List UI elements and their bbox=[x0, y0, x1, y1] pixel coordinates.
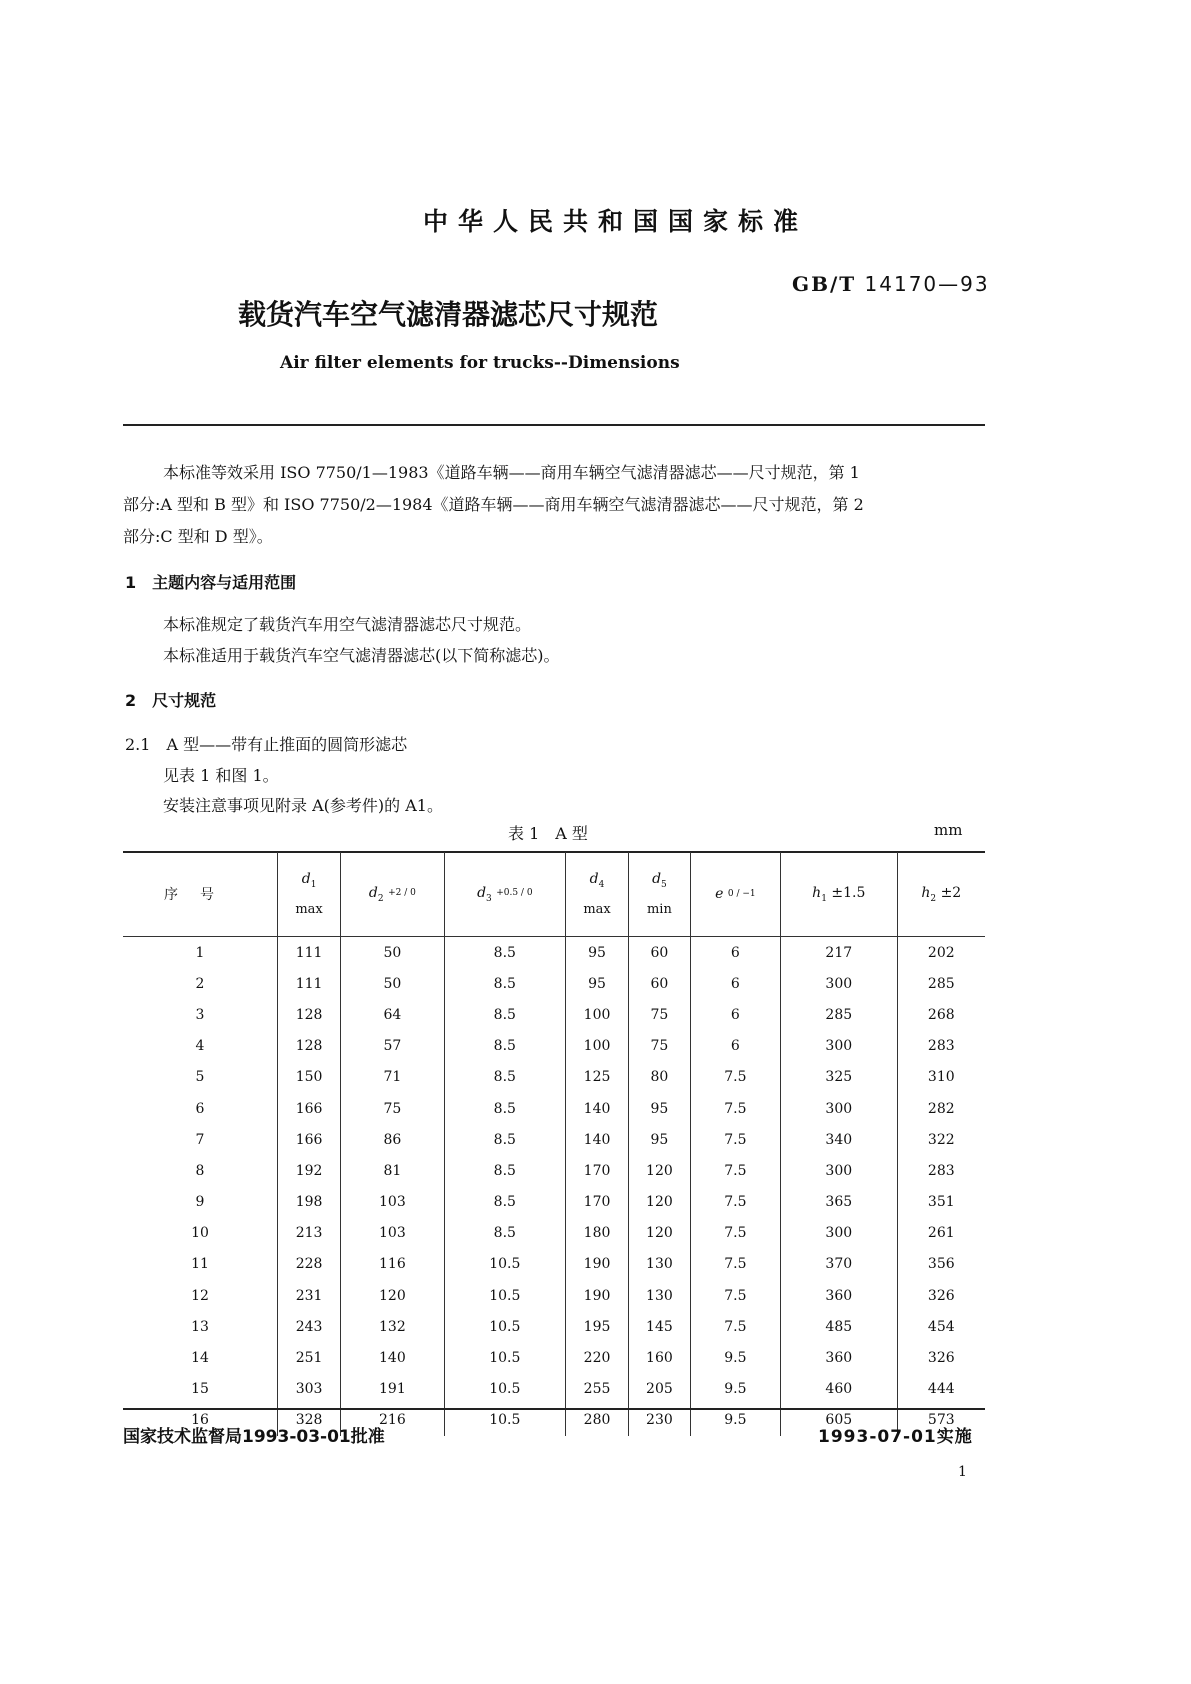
table-cell: 160 bbox=[629, 1342, 691, 1373]
table-cell: 310 bbox=[897, 1062, 985, 1093]
table-cell: 454 bbox=[897, 1311, 985, 1342]
document-title: 载货汽车空气滤清器滤芯尺寸规范 bbox=[238, 298, 659, 331]
paragraph: 见表 1 和图 1。 bbox=[163, 766, 279, 785]
table-cell: 251 bbox=[278, 1342, 341, 1373]
table-cell: 283 bbox=[897, 1031, 985, 1062]
table-cell: 100 bbox=[565, 999, 628, 1030]
table-cell: 322 bbox=[897, 1124, 985, 1155]
national-standard-heading: 中华人民共和国国家标准 bbox=[422, 207, 808, 236]
table-cell: 10.5 bbox=[444, 1311, 565, 1342]
table-cell: 120 bbox=[629, 1218, 691, 1249]
section-2-heading: 2 尺寸规范 bbox=[125, 691, 217, 710]
table-cell: 205 bbox=[629, 1374, 691, 1405]
table-cell: 300 bbox=[780, 1218, 897, 1249]
table-cell: 255 bbox=[565, 1374, 628, 1405]
table-cell: 192 bbox=[278, 1155, 341, 1186]
table-cell: 7.5 bbox=[690, 1062, 780, 1093]
table-row bbox=[123, 1342, 985, 1373]
table-cell: 10.5 bbox=[444, 1280, 565, 1311]
table-cell: 180 bbox=[565, 1218, 628, 1249]
table-cell: 6 bbox=[690, 1031, 780, 1062]
table-cell: 217 bbox=[780, 937, 897, 969]
table-cell: 351 bbox=[897, 1187, 985, 1218]
table-cell: 95 bbox=[629, 1124, 691, 1155]
table-cell: 16 bbox=[191, 1412, 209, 1429]
table-cell: 111 bbox=[278, 937, 341, 969]
table-cell: 356 bbox=[897, 1249, 985, 1280]
table-cell: 8.5 bbox=[444, 1062, 565, 1093]
table-cell: 50 bbox=[341, 937, 445, 969]
table-cell: 6 bbox=[690, 999, 780, 1030]
table-cell: 2 bbox=[195, 975, 205, 992]
table-cell: 195 bbox=[565, 1311, 628, 1342]
table-cell: 303 bbox=[278, 1374, 341, 1405]
table-cell: 166 bbox=[278, 1124, 341, 1155]
table-cell: 300 bbox=[780, 968, 897, 999]
table-cell: 285 bbox=[897, 968, 985, 999]
table-cell: 8.5 bbox=[444, 968, 565, 999]
table-cell: 15 bbox=[191, 1381, 209, 1398]
table-cell: 60 bbox=[629, 968, 691, 999]
table-cell: 268 bbox=[897, 999, 985, 1030]
table-cell: 300 bbox=[780, 1031, 897, 1062]
table-row bbox=[123, 1155, 985, 1186]
table-cell: 128 bbox=[278, 999, 341, 1030]
table-row bbox=[123, 1374, 985, 1405]
table-cell: 8.5 bbox=[444, 1155, 565, 1186]
table-cell: 300 bbox=[780, 1093, 897, 1124]
table-caption: 表 1 A 型 bbox=[508, 824, 588, 843]
table-cell: 3 bbox=[195, 1006, 205, 1023]
section-1-heading: 1 主题内容与适用范围 bbox=[125, 573, 297, 592]
table-cell: 360 bbox=[780, 1342, 897, 1373]
dimensions-table bbox=[123, 852, 985, 1436]
header-d3: $d_3 +0.5 / 0$ bbox=[444, 852, 565, 937]
table-cell: 11 bbox=[191, 1256, 209, 1273]
table-cell: 170 bbox=[565, 1187, 628, 1218]
table-cell: 6 bbox=[690, 937, 780, 969]
table-cell: 605 bbox=[780, 1405, 897, 1436]
header-rule bbox=[123, 424, 985, 426]
table-row bbox=[123, 1311, 985, 1342]
table-cell: 6 bbox=[690, 968, 780, 999]
table-cell: 8.5 bbox=[444, 1218, 565, 1249]
table-cell: 13 bbox=[191, 1318, 209, 1335]
table-cell: 444 bbox=[897, 1374, 985, 1405]
table-cell: 325 bbox=[780, 1062, 897, 1093]
header-d2: $d_2 +2 / 0$ bbox=[341, 852, 445, 937]
table-cell: 460 bbox=[780, 1374, 897, 1405]
table-cell: 132 bbox=[341, 1311, 445, 1342]
table-cell: 198 bbox=[278, 1187, 341, 1218]
table-cell: 228 bbox=[278, 1249, 341, 1280]
table-cell: 285 bbox=[780, 999, 897, 1030]
table-cell: 326 bbox=[897, 1280, 985, 1311]
code-number: 14170—93 bbox=[864, 272, 990, 296]
table-cell: 340 bbox=[780, 1124, 897, 1155]
table-row bbox=[123, 1093, 985, 1124]
table-cell: 103 bbox=[341, 1218, 445, 1249]
table-cell: 216 bbox=[341, 1405, 445, 1436]
header-seq: 序号 bbox=[123, 852, 278, 937]
table-cell: 191 bbox=[341, 1374, 445, 1405]
table-cell: 365 bbox=[780, 1187, 897, 1218]
table-cell: 10 bbox=[191, 1225, 209, 1242]
table-cell: 145 bbox=[629, 1311, 691, 1342]
table-cell: 71 bbox=[341, 1062, 445, 1093]
table-cell: 64 bbox=[341, 999, 445, 1030]
table-cell: 370 bbox=[780, 1249, 897, 1280]
table-cell: 14 bbox=[191, 1350, 209, 1367]
table-cell: 230 bbox=[629, 1405, 691, 1436]
table-cell: 202 bbox=[897, 937, 985, 969]
table-cell: 7.5 bbox=[690, 1311, 780, 1342]
code-prefix: GB/T bbox=[792, 272, 857, 296]
table-cell: 231 bbox=[278, 1280, 341, 1311]
table-cell: 9 bbox=[195, 1194, 205, 1211]
table-row bbox=[123, 999, 985, 1030]
table-cell: 300 bbox=[780, 1155, 897, 1186]
table-row bbox=[123, 1031, 985, 1062]
table-cell: 9.5 bbox=[690, 1405, 780, 1436]
intro-line: 部分:C 型和 D 型》。 bbox=[123, 527, 273, 546]
table-row bbox=[123, 968, 985, 999]
table-cell: 10.5 bbox=[444, 1405, 565, 1436]
table-cell: 111 bbox=[278, 968, 341, 999]
table-cell: 166 bbox=[278, 1093, 341, 1124]
table-cell: 86 bbox=[341, 1124, 445, 1155]
table-cell: 9.5 bbox=[690, 1342, 780, 1373]
table-cell: 120 bbox=[341, 1280, 445, 1311]
table-cell: 7 bbox=[195, 1131, 205, 1148]
table-cell: 150 bbox=[278, 1062, 341, 1093]
header-d5: $d_5$ min bbox=[629, 852, 691, 937]
table-cell: 8.5 bbox=[444, 1124, 565, 1155]
table-cell: 283 bbox=[897, 1155, 985, 1186]
table-cell: 326 bbox=[897, 1342, 985, 1373]
table-cell: 243 bbox=[278, 1311, 341, 1342]
table-cell: 261 bbox=[897, 1218, 985, 1249]
table-cell: 8.5 bbox=[444, 999, 565, 1030]
table-cell: 80 bbox=[629, 1062, 691, 1093]
table-row bbox=[123, 1249, 985, 1280]
table-header-row bbox=[123, 852, 985, 937]
table-cell: 8.5 bbox=[444, 937, 565, 969]
table-cell: 81 bbox=[341, 1155, 445, 1186]
header-e: e 0 / −1 bbox=[690, 852, 780, 937]
paragraph: 本标准规定了载货汽车用空气滤清器滤芯尺寸规范。 bbox=[163, 615, 532, 634]
header-d1: $d_1$ max bbox=[278, 852, 341, 937]
paragraph: 安装注意事项见附录 A(参考件)的 A1。 bbox=[163, 796, 443, 815]
table-cell: 10.5 bbox=[444, 1249, 565, 1280]
table-row bbox=[123, 1280, 985, 1311]
table-cell: 282 bbox=[897, 1093, 985, 1124]
table-cell: 280 bbox=[565, 1405, 628, 1436]
table-cell: 95 bbox=[565, 937, 628, 969]
table-cell: 75 bbox=[629, 999, 691, 1030]
intro-line: 部分:A 型和 B 型》和 ISO 7750/2—1984《道路车辆——商用车辆空气滤清器滤芯——尺寸规范，第 2 bbox=[123, 495, 864, 514]
table-cell: 5 bbox=[195, 1069, 205, 1086]
table-cell: 8.5 bbox=[444, 1187, 565, 1218]
table-cell: 10.5 bbox=[444, 1374, 565, 1405]
table-cell: 190 bbox=[565, 1249, 628, 1280]
table-cell: 360 bbox=[780, 1280, 897, 1311]
table-cell: 120 bbox=[629, 1155, 691, 1186]
table-cell: 75 bbox=[341, 1093, 445, 1124]
table-cell: 95 bbox=[565, 968, 628, 999]
table-row bbox=[123, 937, 985, 969]
page-number: 1 bbox=[958, 1464, 967, 1480]
standard-code bbox=[792, 272, 990, 296]
table-cell: 7.5 bbox=[690, 1155, 780, 1186]
table-cell: 7.5 bbox=[690, 1280, 780, 1311]
table-cell: 4 bbox=[195, 1038, 205, 1055]
table-cell: 7.5 bbox=[690, 1124, 780, 1155]
table-cell: 130 bbox=[629, 1249, 691, 1280]
table-cell: 170 bbox=[565, 1155, 628, 1186]
header-h2: $h_2 \pm 2$ bbox=[897, 852, 985, 937]
paragraph: 本标准适用于载货汽车空气滤清器滤芯(以下简称滤芯)。 bbox=[163, 646, 560, 665]
table-cell: 8 bbox=[195, 1162, 205, 1179]
section-2-1-heading: 2.1 A 型——带有止推面的圆筒形滤芯 bbox=[125, 735, 408, 754]
table-cell: 75 bbox=[629, 1031, 691, 1062]
table-cell: 7.5 bbox=[690, 1093, 780, 1124]
table-cell: 103 bbox=[341, 1187, 445, 1218]
table-cell: 128 bbox=[278, 1031, 341, 1062]
table-cell: 50 bbox=[341, 968, 445, 999]
table-cell: 7.5 bbox=[690, 1218, 780, 1249]
table-cell: 130 bbox=[629, 1280, 691, 1311]
table-cell: 10.5 bbox=[444, 1342, 565, 1373]
table-cell: 8.5 bbox=[444, 1031, 565, 1062]
table-cell: 573 bbox=[897, 1405, 985, 1436]
effective-date: 1993-07-01实施 bbox=[818, 1427, 973, 1447]
table-cell: 213 bbox=[278, 1218, 341, 1249]
table-cell: 95 bbox=[629, 1093, 691, 1124]
table-cell: 60 bbox=[629, 937, 691, 969]
table-cell: 140 bbox=[565, 1093, 628, 1124]
intro-line: 本标准等效采用 ISO 7750/1—1983《道路车辆——商用车辆空气滤清器滤芯——尺寸规范，第 1 bbox=[163, 463, 860, 482]
table-cell: 116 bbox=[341, 1249, 445, 1280]
document-title-english: Air filter elements for trucks--Dimensions bbox=[280, 353, 680, 373]
table-cell: 125 bbox=[565, 1062, 628, 1093]
table-cell: 120 bbox=[629, 1187, 691, 1218]
table-cell: 190 bbox=[565, 1280, 628, 1311]
table-cell: 9.5 bbox=[690, 1374, 780, 1405]
table-row bbox=[123, 1218, 985, 1249]
table-cell: 6 bbox=[195, 1100, 205, 1117]
header-d4: $d_4$ max bbox=[565, 852, 628, 937]
table-cell: 1 bbox=[195, 944, 205, 961]
approval-note: 国家技术监督局1993-03-01批准 bbox=[123, 1427, 385, 1447]
table-cell: 7.5 bbox=[690, 1187, 780, 1218]
table-cell: 140 bbox=[341, 1342, 445, 1373]
footer-rule bbox=[123, 1408, 985, 1410]
table-cell: 100 bbox=[565, 1031, 628, 1062]
table-row bbox=[123, 1187, 985, 1218]
table-cell: 12 bbox=[191, 1287, 209, 1304]
table-cell: 7.5 bbox=[690, 1249, 780, 1280]
table-row bbox=[123, 1062, 985, 1093]
table-cell: 328 bbox=[278, 1405, 341, 1436]
table-cell: 57 bbox=[341, 1031, 445, 1062]
header-h1: $h_1 \pm 1.5$ bbox=[780, 852, 897, 937]
table-unit: mm bbox=[934, 821, 963, 839]
table-cell: 220 bbox=[565, 1342, 628, 1373]
table-row bbox=[123, 1124, 985, 1155]
table-cell: 8.5 bbox=[444, 1093, 565, 1124]
table-cell: 485 bbox=[780, 1311, 897, 1342]
table-cell: 140 bbox=[565, 1124, 628, 1155]
